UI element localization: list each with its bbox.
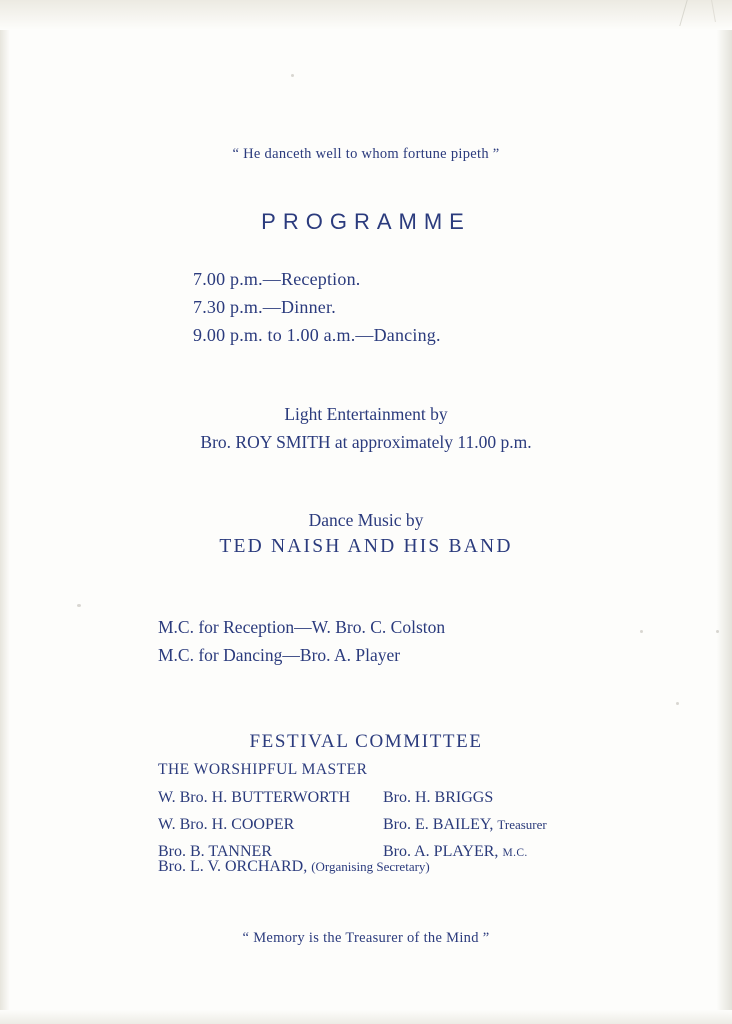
- mc-reception: M.C. for Reception—W. Bro. C. Colston: [158, 617, 446, 637]
- committee-member: W. Bro. H. COOPER: [158, 816, 295, 833]
- entertainment-performer: [0, 432, 732, 453]
- committee-member: Bro. B. TANNER: [158, 843, 272, 860]
- mc-dancing: M.C. for Dancing—Bro. A. Player: [158, 645, 401, 665]
- epigraph-quote: “ He danceth well to whom fortune pipeth ”: [232, 146, 500, 162]
- dance-band-name: TED NAISH AND HIS BAND: [219, 536, 513, 557]
- committee-worshipful-master: THE WORSHIPFUL MASTER: [158, 761, 368, 778]
- schedule-item: 7.00 p.m.—Reception.: [193, 269, 361, 289]
- committee-title: FESTIVAL COMMITTEE: [249, 731, 483, 752]
- committee-member-role: M.C.: [502, 847, 528, 859]
- committee-left-column: [158, 784, 350, 865]
- schedule-item: 7.30 p.m.—Dinner.: [193, 297, 336, 317]
- committee-member: W. Bro. H. BUTTERWORTH: [158, 789, 351, 806]
- entertainment-performer-text: Bro. ROY SMITH at approximately 11.00 p.m.: [200, 432, 532, 452]
- committee-secretary-role: (Organising Secretary): [311, 859, 430, 874]
- dance-music-heading: Dance Music by: [308, 510, 424, 530]
- committee-secretary-name: Bro. L. V. ORCHARD,: [158, 858, 308, 875]
- entertainment-heading: Light Entertainment by: [284, 404, 448, 424]
- committee-member-role: Treasurer: [497, 817, 547, 832]
- committee-member-name: Bro. H. BRIGGS: [383, 789, 494, 806]
- committee-member: [383, 811, 547, 838]
- committee-secretary: [158, 858, 430, 876]
- committee-member: [383, 784, 547, 811]
- closing-quote: “ Memory is the Treasurer of the Mind ”: [242, 930, 490, 946]
- page-title: PROGRAMME: [261, 209, 471, 234]
- committee-member-name: Bro. A. PLAYER,: [383, 843, 499, 860]
- committee-right-column: [383, 784, 547, 867]
- committee-member-name: Bro. E. BAILEY,: [383, 816, 494, 833]
- schedule-item: 9.00 p.m. to 1.00 a.m.—Dancing.: [193, 325, 441, 345]
